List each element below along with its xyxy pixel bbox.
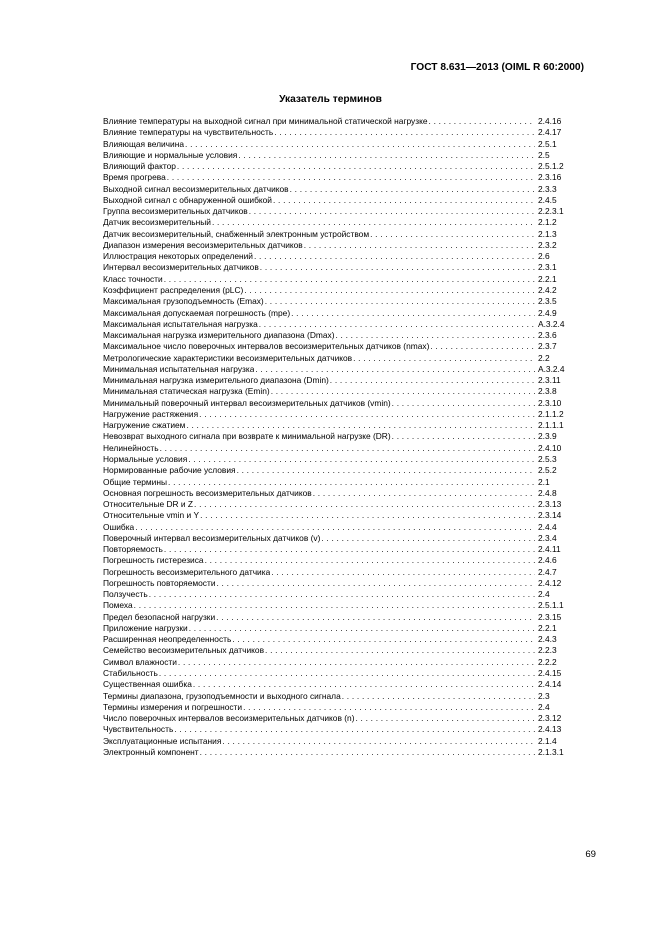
- index-reference: 2.3.7: [538, 341, 557, 352]
- index-term: Поверочный интервал весоизмерительных датчиков (v): [103, 532, 321, 543]
- index-entry: [103, 747, 596, 758]
- index-entry: [103, 634, 596, 645]
- index-reference: 2.3.8: [538, 386, 557, 397]
- page-number: 69: [585, 849, 596, 860]
- index-entry: [103, 555, 596, 566]
- dot-leader: [189, 623, 535, 634]
- index-term: Влияние температуры на чувствительность: [103, 127, 274, 138]
- index-entry: [103, 724, 596, 735]
- index-term: Иллюстрация некоторых определений: [103, 251, 253, 262]
- index-entry: [103, 645, 596, 656]
- index-term: Выходной сигнал с обнаруженной ошибкой: [103, 194, 272, 205]
- dot-leader: [193, 679, 535, 690]
- index-term: Погрешность гистерезиса: [103, 555, 204, 566]
- index-reference: 2.6: [538, 251, 550, 262]
- index-reference: 2.3.1: [538, 262, 557, 273]
- dot-leader: [167, 172, 535, 183]
- dot-leader: [159, 668, 535, 679]
- index-reference: 2.4: [538, 701, 550, 712]
- index-entry: [103, 691, 596, 702]
- dot-leader: [260, 262, 535, 273]
- index-entry: [103, 713, 596, 724]
- index-term: Общие термины: [103, 476, 168, 487]
- index-entry: [103, 386, 596, 397]
- index-reference: 2.1.3.1: [538, 746, 564, 757]
- dot-leader: [177, 161, 535, 172]
- index-entry: [103, 544, 596, 555]
- index-term: Максимальное число поверочных интервалов весоизмерительных датчиков (nmax): [103, 341, 430, 352]
- index-reference: 2.4.16: [538, 116, 562, 126]
- index-entry: [103, 240, 596, 251]
- index-term: Датчик весоизмерительный: [103, 217, 211, 228]
- index-entry: [103, 454, 596, 465]
- index-entry: [103, 612, 596, 623]
- dot-leader: [370, 229, 535, 240]
- dot-leader: [164, 544, 535, 555]
- index-entry: [103, 375, 596, 386]
- index-entry: [103, 736, 596, 747]
- dot-leader: [168, 477, 535, 488]
- index-term: Относительные DR и Z: [103, 499, 194, 510]
- index-term: Минимальная испытательная нагрузка: [103, 363, 255, 374]
- index-entry: [103, 274, 596, 285]
- term-index-list: [103, 116, 596, 758]
- index-entry: [103, 477, 596, 488]
- index-entry: [103, 195, 596, 206]
- index-entry: [103, 567, 596, 578]
- index-term: Минимальная нагрузка измерительного диапазона (Dmin): [103, 375, 329, 386]
- index-reference: 2.3.14: [538, 510, 562, 521]
- index-entry: [103, 127, 596, 138]
- dot-leader: [259, 319, 535, 330]
- index-entry: [103, 398, 596, 409]
- index-term: Ползучесть: [103, 589, 148, 600]
- index-term: Относительные vmin и Y: [103, 510, 200, 521]
- dot-leader: [174, 724, 535, 735]
- index-reference: 2.4.9: [538, 307, 557, 318]
- index-reference: 2.5.3: [538, 453, 557, 464]
- index-term: Время прогрева: [103, 172, 166, 183]
- index-reference: 2.5.1: [538, 138, 557, 149]
- index-term: Приложение нагрузки: [103, 622, 188, 633]
- dot-leader: [265, 645, 535, 656]
- index-term: Семейство весоизмерительных датчиков: [103, 645, 265, 656]
- dot-leader: [205, 555, 535, 566]
- dot-leader: [188, 454, 535, 465]
- index-term: Класс точности: [103, 273, 163, 284]
- index-term: Максимальная допускаемая погрешность (mpe): [103, 307, 291, 318]
- index-reference: 2.4.8: [538, 487, 557, 498]
- dot-leader: [200, 747, 535, 758]
- dot-leader: [160, 443, 535, 454]
- index-term: Нормальные условия: [103, 453, 188, 464]
- index-entry: [103, 522, 596, 533]
- index-reference: 2.4.7: [538, 566, 557, 577]
- index-reference: 2.3.3: [538, 183, 557, 194]
- index-reference: 2.5.2: [538, 465, 557, 476]
- dot-leader: [430, 341, 535, 352]
- index-term: Минимальная статическая нагрузка (Emin): [103, 386, 270, 397]
- index-entry: [103, 533, 596, 544]
- dot-leader: [217, 578, 536, 589]
- dot-leader: [273, 195, 535, 206]
- index-term: Нормированные рабочие условия: [103, 465, 236, 476]
- dot-leader: [199, 409, 535, 420]
- index-entry: [103, 217, 596, 228]
- index-term: Символ влажности: [103, 656, 177, 667]
- dot-leader: [353, 353, 535, 364]
- dot-leader: [254, 251, 535, 262]
- dot-leader: [336, 330, 536, 341]
- index-term: Погрешность повторяемости: [103, 577, 216, 588]
- index-reference: 2.3.13: [538, 499, 562, 510]
- index-entry: [103, 161, 596, 172]
- dot-leader: [265, 296, 535, 307]
- index-reference: 2.3.10: [538, 397, 562, 408]
- index-term: Датчик весоизмерительный, снабженный электронным устройством: [103, 228, 370, 239]
- index-reference: 2.2.1: [538, 273, 557, 284]
- index-reference: 2.1.3: [538, 228, 557, 239]
- index-term: Диапазон измерения весоизмерительных датчиков: [103, 239, 303, 250]
- index-reference: 2.4.5: [538, 194, 557, 205]
- dot-leader: [429, 116, 535, 127]
- index-term: Минимальный поверочный интервал весоизмерительных датчиков (vmin): [103, 397, 391, 408]
- index-reference: 2.2: [538, 352, 550, 363]
- index-entry: [103, 172, 596, 183]
- index-reference: А.3.2.4: [538, 363, 565, 374]
- index-term: Выходной сигнал весоизмерительных датчиков: [103, 183, 289, 194]
- index-reference: 2.1: [538, 476, 550, 487]
- dot-leader: [200, 510, 535, 521]
- index-term: Нагружение растяжения: [103, 408, 199, 419]
- dot-leader: [255, 364, 535, 375]
- dot-leader: [392, 398, 535, 409]
- index-entry: [103, 657, 596, 668]
- index-entry: [103, 510, 596, 521]
- index-term: Нелинейность: [103, 442, 159, 453]
- index-entry: [103, 443, 596, 454]
- index-entry: [103, 364, 596, 375]
- dot-leader: [222, 736, 535, 747]
- index-term: Максимальная грузоподъемность (Emax): [103, 296, 264, 307]
- dot-leader: [244, 285, 535, 296]
- index-reference: 2.3.16: [538, 172, 562, 183]
- index-term: Максимальная испытательная нагрузка: [103, 318, 258, 329]
- index-term: Метрологические характеристики весоизмерительных датчиков: [103, 352, 353, 363]
- index-entry: [103, 431, 596, 442]
- index-entry: [103, 600, 596, 611]
- index-entry: [103, 139, 596, 150]
- dot-leader: [304, 240, 535, 251]
- dot-leader: [186, 420, 535, 431]
- index-entry: [103, 465, 596, 476]
- index-term: Стабильность: [103, 668, 158, 679]
- dot-leader: [313, 488, 535, 499]
- index-term: Ошибка: [103, 521, 135, 532]
- dot-leader: [330, 375, 535, 386]
- index-reference: 2.2.3: [538, 645, 557, 656]
- dot-leader: [178, 657, 535, 668]
- index-reference: 2.5.1.2: [538, 161, 564, 172]
- index-reference: 2.3.11: [538, 375, 561, 386]
- index-term: Термины диапазона, грузоподъемности и выходного сигнала: [103, 690, 341, 701]
- dot-leader: [291, 308, 535, 319]
- index-entry: [103, 229, 596, 240]
- index-term: Погрешность весоизмерительного датчика: [103, 566, 271, 577]
- dot-leader: [149, 589, 535, 600]
- index-reference: 2.4.10: [538, 442, 562, 453]
- index-reference: 2.4.2: [538, 284, 557, 295]
- index-term: Расширенная неопределенность: [103, 634, 232, 645]
- index-reference: 2.2.3.1: [538, 206, 564, 217]
- index-term: Существенная ошибка: [103, 679, 192, 690]
- dot-leader: [232, 634, 535, 645]
- dot-leader: [134, 600, 535, 611]
- index-reference: 2.2.2: [538, 656, 557, 667]
- index-reference: 2.4.13: [538, 724, 562, 735]
- dot-leader: [321, 533, 535, 544]
- index-reference: 2.5: [538, 149, 550, 160]
- dot-leader: [194, 499, 535, 510]
- index-entry: [103, 341, 596, 352]
- dot-leader: [212, 217, 535, 228]
- index-entry: [103, 116, 596, 127]
- index-term: Число поверочных интервалов весоизмерительных датчиков (n): [103, 713, 355, 724]
- index-reference: 2.4.14: [538, 679, 562, 690]
- index-title: Указатель терминов: [279, 94, 382, 105]
- dot-leader: [355, 713, 535, 724]
- index-term: Повторяемость: [103, 544, 163, 555]
- index-reference: 2.4: [538, 589, 550, 600]
- index-reference: 2.4.4: [538, 521, 557, 532]
- index-reference: 2.3.9: [538, 431, 557, 442]
- index-entry: [103, 184, 596, 195]
- index-entry: [103, 353, 596, 364]
- index-term: Невозврат выходного сигнала при возврате к минимальной нагрузке (DR): [103, 431, 391, 442]
- index-reference: 2.1.1.1: [538, 420, 564, 431]
- index-reference: 2.3: [538, 690, 550, 701]
- index-reference: 2.1.4: [538, 735, 557, 746]
- index-term: Нагружение сжатием: [103, 420, 186, 431]
- index-entry: [103, 702, 596, 713]
- index-entry: [103, 488, 596, 499]
- index-entry: [103, 262, 596, 273]
- index-term: Влияющие и нормальные условия: [103, 149, 238, 160]
- index-reference: А.3.2.4: [538, 318, 565, 329]
- index-entry: [103, 285, 596, 296]
- index-reference: 2.4.15: [538, 668, 562, 679]
- index-term: Электронный компонент: [103, 746, 199, 757]
- dot-leader: [185, 139, 535, 150]
- index-term: Влияющая величина: [103, 138, 185, 149]
- index-term: Предел безопасной нагрузки: [103, 611, 216, 622]
- index-reference: 2.3.12: [538, 713, 562, 724]
- index-term: Максимальная нагрузка измерительного диапазона (Dmax): [103, 330, 335, 341]
- dot-leader: [237, 465, 535, 476]
- index-entry: [103, 578, 596, 589]
- index-reference: 2.3.4: [538, 532, 557, 543]
- index-entry: [103, 150, 596, 161]
- dot-leader: [238, 150, 535, 161]
- index-term: Основная погрешность весоизмерительных датчиков: [103, 487, 312, 498]
- dot-leader: [271, 567, 535, 578]
- index-reference: 2.3.6: [538, 330, 557, 341]
- index-reference: 2.3.2: [538, 239, 557, 250]
- index-term: Помеха: [103, 600, 133, 611]
- index-reference: 2.4.6: [538, 555, 557, 566]
- index-entry: [103, 206, 596, 217]
- dot-leader: [290, 184, 535, 195]
- index-entry: [103, 420, 596, 431]
- index-reference: 2.4.12: [538, 577, 562, 588]
- index-term: Влияющий фактор: [103, 161, 176, 172]
- index-reference: 2.2.1: [538, 622, 557, 633]
- dot-leader: [342, 691, 535, 702]
- index-term: Коэффициент распределения (pLC): [103, 284, 244, 295]
- index-entry: [103, 330, 596, 341]
- index-reference: 2.4.11: [538, 544, 561, 555]
- dot-leader: [243, 702, 535, 713]
- index-entry: [103, 308, 596, 319]
- index-term: Влияние температуры на выходной сигнал при минимальной статической нагрузке: [103, 116, 428, 126]
- index-term: Группа весоизмерительных датчиков: [103, 206, 248, 217]
- index-entry: [103, 623, 596, 634]
- index-reference: 2.4.3: [538, 634, 557, 645]
- dot-leader: [274, 127, 535, 138]
- index-term: Термины измерения и погрешности: [103, 701, 243, 712]
- index-reference: 2.1.1.2: [538, 408, 564, 419]
- index-entry: [103, 296, 596, 307]
- dot-leader: [135, 522, 535, 533]
- index-reference: 2.3.15: [538, 611, 562, 622]
- index-term: Чувствительность: [103, 724, 174, 735]
- dot-leader: [271, 386, 535, 397]
- index-entry: [103, 409, 596, 420]
- index-reference: 2.4.17: [538, 127, 562, 138]
- dot-leader: [164, 274, 535, 285]
- index-entry: [103, 499, 596, 510]
- index-reference: 2.5.1.1: [538, 600, 564, 611]
- dot-leader: [249, 206, 535, 217]
- index-entry: [103, 251, 596, 262]
- index-reference: 2.3.5: [538, 296, 557, 307]
- index-entry: [103, 679, 596, 690]
- dot-leader: [216, 612, 535, 623]
- index-entry: [103, 319, 596, 330]
- index-entry: [103, 668, 596, 679]
- index-term: Интервал весоизмерительных датчиков: [103, 262, 259, 273]
- document-header: ГОСТ 8.631—2013 (OIML R 60:2000): [410, 62, 584, 73]
- dot-leader: [392, 431, 535, 442]
- index-entry: [103, 589, 596, 600]
- index-term: Эксплуатационные испытания: [103, 735, 222, 746]
- index-reference: 2.1.2: [538, 217, 557, 228]
